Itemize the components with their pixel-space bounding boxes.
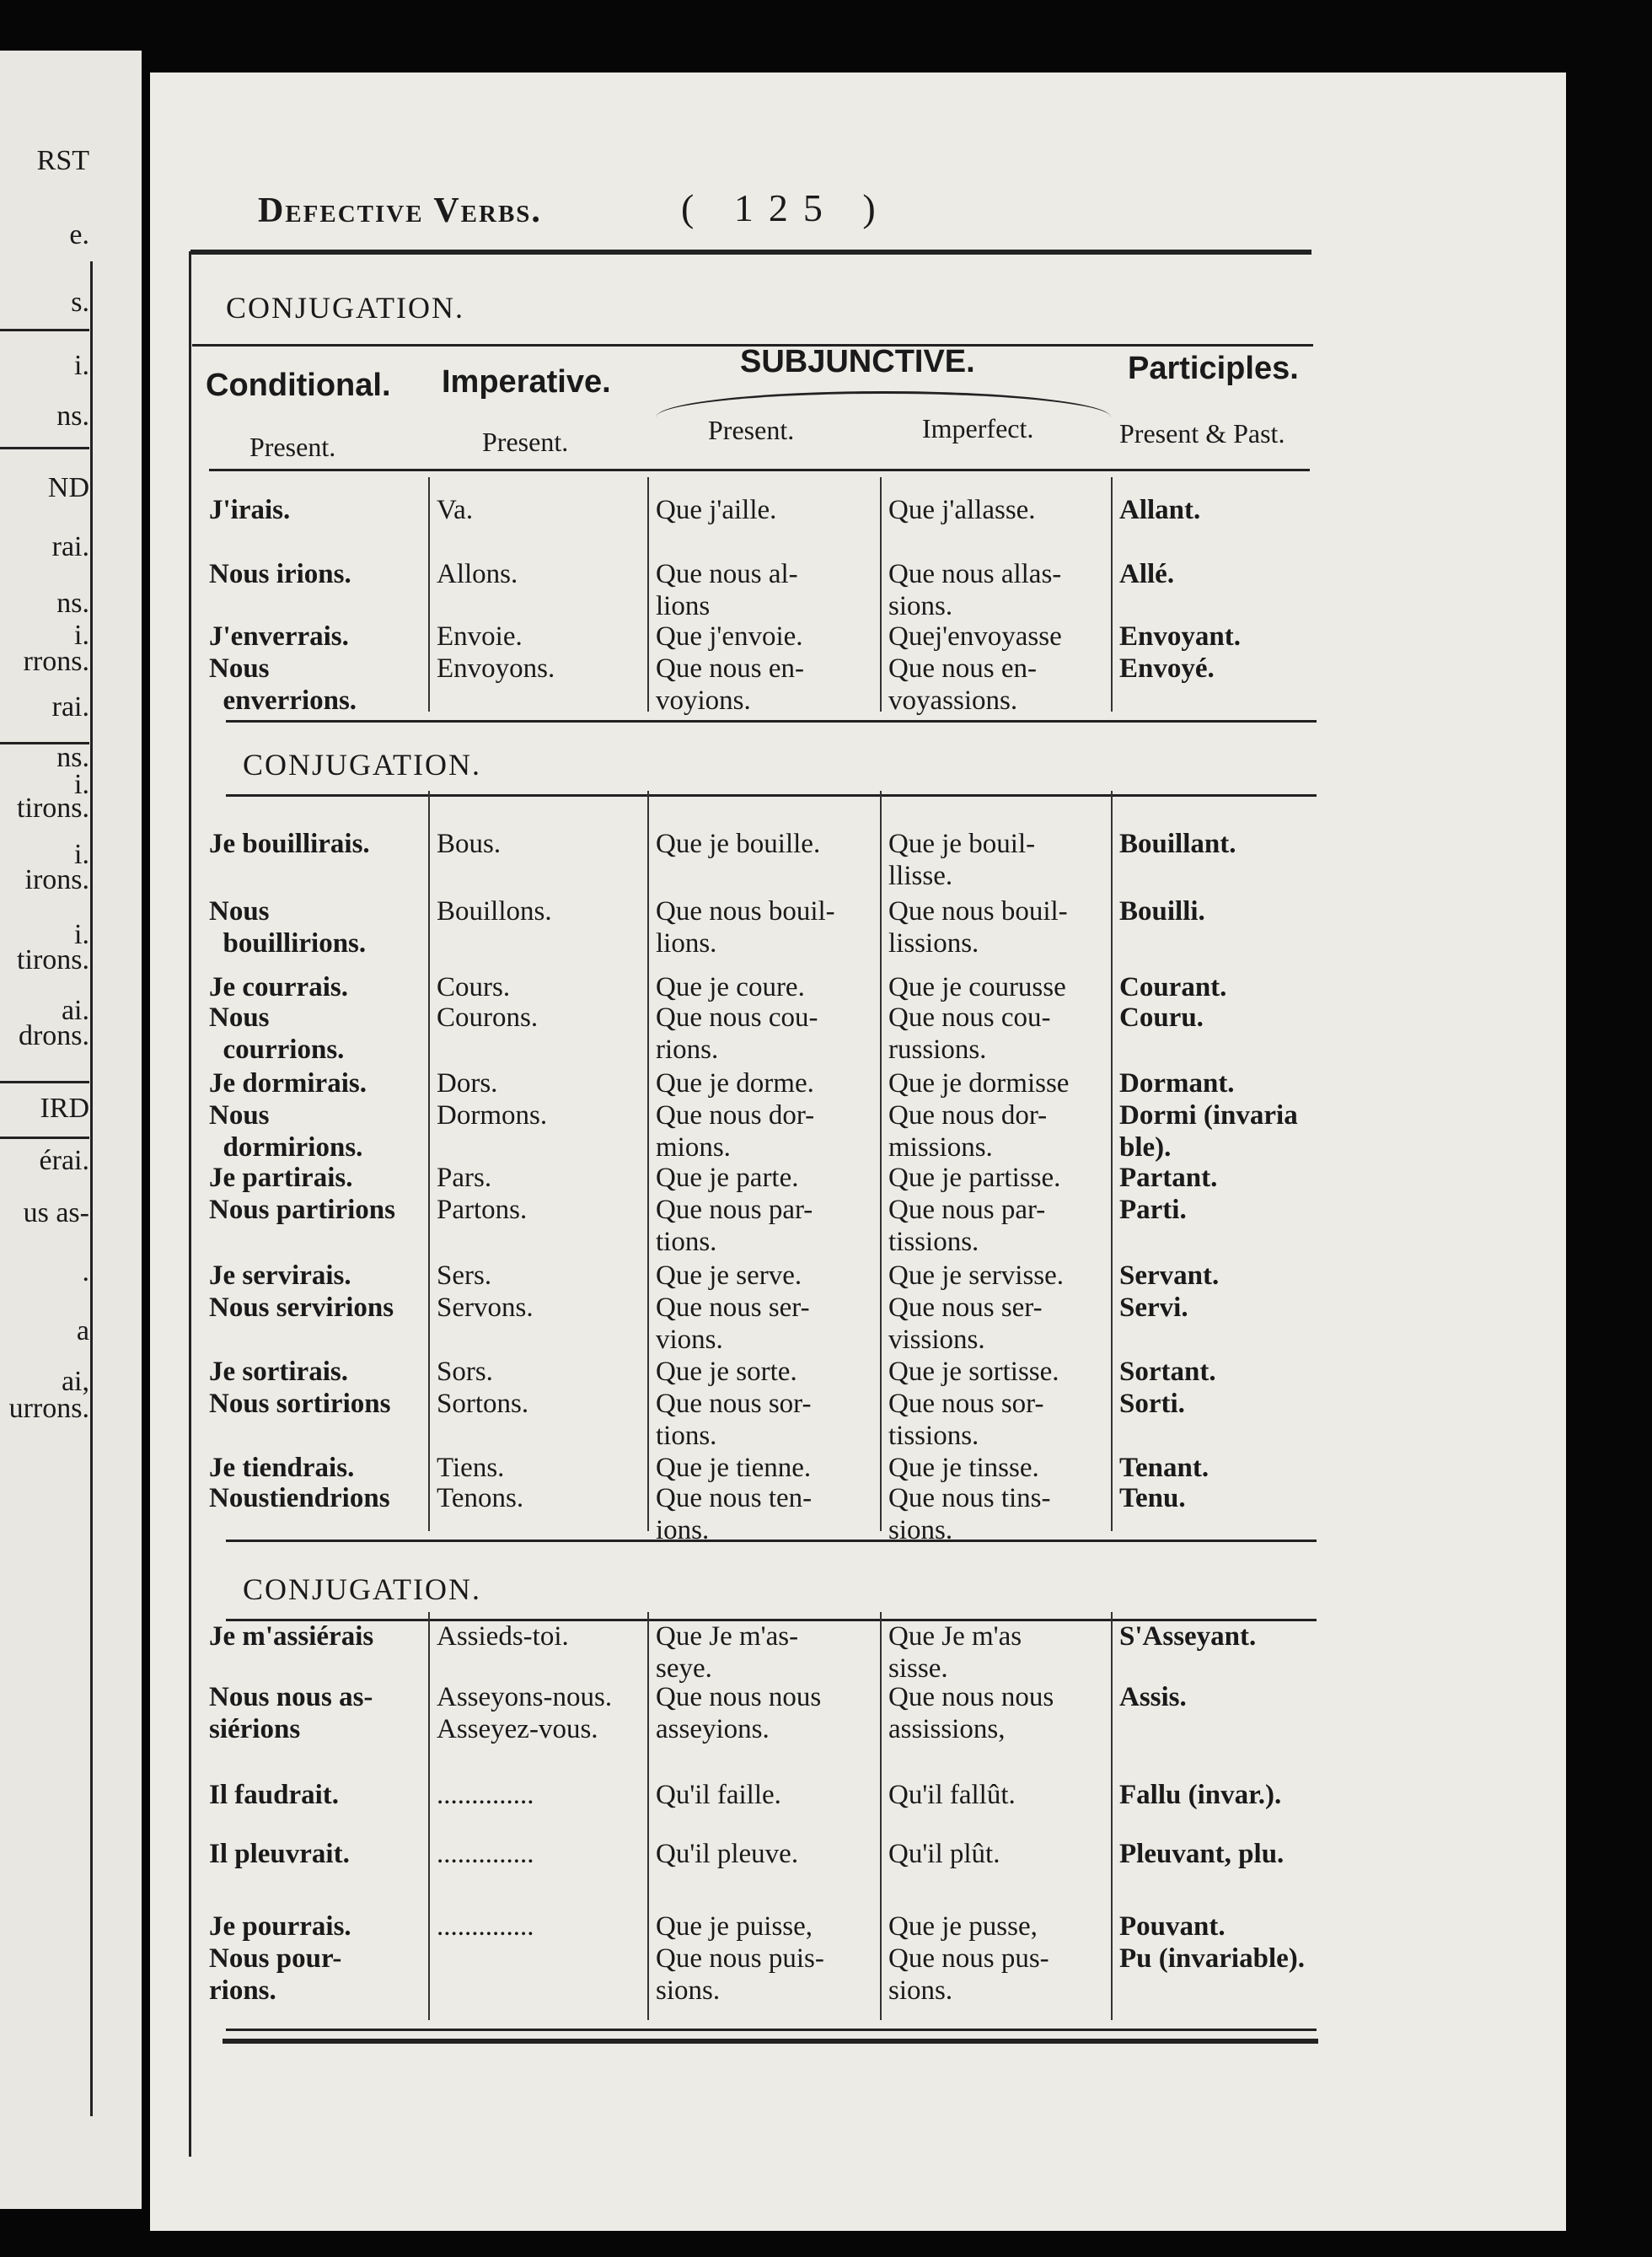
cell-subj-imperfect: Que nous dor- missions. xyxy=(888,1100,1048,1163)
column-divider xyxy=(880,1612,882,2020)
left-page-rule xyxy=(0,1137,89,1139)
cell-imperative: Envoie. xyxy=(437,621,523,652)
left-page-text: ns. xyxy=(56,588,89,619)
cell-participles: Dormi (invaria ble). xyxy=(1119,1100,1298,1163)
cell-subj-present: Que nous en- voyions. xyxy=(656,653,804,716)
cell-subj-imperfect: Que je courusse xyxy=(888,972,1066,1002)
cell-participles: Pleuvant, plu. xyxy=(1119,1839,1285,1869)
left-page-text: i. xyxy=(74,769,89,800)
section-title: CONJUGATION. xyxy=(226,291,464,325)
cell-imperative: Sortons. xyxy=(437,1389,529,1419)
left-page-text: RST xyxy=(36,145,89,176)
cell-conditional: Il pleuvrait. xyxy=(209,1839,350,1869)
cell-conditional: Noustiendrions xyxy=(209,1483,390,1513)
cell-imperative: Courons. xyxy=(437,1002,539,1033)
cell-subj-imperfect: Que nous ser- vissions. xyxy=(888,1292,1043,1355)
cell-subj-present: Que nous par- tions. xyxy=(656,1195,813,1257)
left-page-rule xyxy=(0,329,89,331)
cell-conditional: Je partirais. xyxy=(209,1163,353,1193)
cell-conditional: Je courrais. xyxy=(209,972,348,1002)
cell-subj-present: Que j'envoie. xyxy=(656,621,803,652)
column-divider xyxy=(1111,1612,1113,2020)
left-page-text: ai. xyxy=(61,995,89,1026)
cell-participles: Bouillant. xyxy=(1119,829,1236,859)
left-page-text: urrons. xyxy=(8,1393,89,1424)
cell-imperative: Asseyons-nous. Asseyez-vous. xyxy=(437,1682,613,1744)
col-sub-participles: Present & Past. xyxy=(1119,418,1285,449)
col-header-subjunctive: SUBJUNCTIVE. xyxy=(740,344,975,379)
cell-subj-imperfect: Que je partisse. xyxy=(888,1163,1061,1193)
cell-subj-present: Que nous sor- tions. xyxy=(656,1389,812,1451)
cell-imperative: Bouillons. xyxy=(437,896,552,927)
bottom-rule xyxy=(223,2039,1318,2044)
column-divider xyxy=(428,477,430,712)
left-page-text: ai, xyxy=(61,1366,89,1397)
cell-imperative: Dormons. xyxy=(437,1100,548,1131)
cell-imperative: Partons. xyxy=(437,1195,528,1225)
cell-conditional: Je m'assiérais xyxy=(209,1621,374,1652)
cell-subj-imperfect: Qu'il fallût. xyxy=(888,1780,1016,1810)
cell-imperative: Assieds-toi. xyxy=(437,1621,569,1652)
left-page-fragment xyxy=(0,51,142,2209)
left-page-text: e. xyxy=(69,219,89,250)
left-page-text: i. xyxy=(74,839,89,870)
col-header-participles: Participles. xyxy=(1128,351,1299,386)
cell-subj-present: Que nous al- lions xyxy=(656,559,798,621)
cell-conditional: Je tiendrais. xyxy=(209,1453,355,1483)
cell-participles: Fallu (invar.). xyxy=(1119,1780,1282,1810)
cell-participles: Bouilli. xyxy=(1119,896,1205,927)
cell-subj-imperfect: Que Je m'as sisse. xyxy=(888,1621,1022,1684)
cell-imperative: .............. xyxy=(437,1839,534,1869)
cell-imperative: Sors. xyxy=(437,1357,493,1387)
column-divider xyxy=(647,477,649,712)
cell-subj-imperfect: Que je pusse, Que nous pus- sions. xyxy=(888,1911,1049,2006)
cell-subj-present: Que nous ten- ions. xyxy=(656,1483,813,1545)
col-sub-subj-present: Present. xyxy=(708,415,795,445)
cell-subj-imperfect: Que je bouil- llisse. xyxy=(888,829,1036,891)
cell-participles: Pouvant. Pu (invariable). xyxy=(1119,1911,1305,1974)
left-page-text: rai. xyxy=(51,531,89,562)
cell-subj-imperfect: Que nous tins- sions. xyxy=(888,1483,1051,1545)
cell-subj-imperfect: Que nous allas- sions. xyxy=(888,559,1062,621)
cell-conditional: Je dormirais. xyxy=(209,1068,367,1099)
cell-subj-present: Qu'il faille. xyxy=(656,1780,781,1810)
col-sub-imperative: Present. xyxy=(482,427,569,457)
subjunctive-brace xyxy=(656,391,1111,417)
cell-conditional: Nous irions. xyxy=(209,559,351,589)
left-page-text: rai. xyxy=(51,691,89,723)
left-page-text: tirons. xyxy=(17,793,89,824)
cell-subj-imperfect: Que nous bouil- lissions. xyxy=(888,896,1068,959)
cell-imperative: Tenons. xyxy=(437,1483,524,1513)
cell-conditional: Nous servirions xyxy=(209,1292,394,1323)
left-page-text: . xyxy=(82,1256,89,1287)
left-page-column-rule xyxy=(90,261,93,2116)
cell-subj-present: Que j'aille. xyxy=(656,495,777,525)
cell-conditional: Je servirais. xyxy=(209,1260,351,1291)
cell-participles: Courant. xyxy=(1119,972,1227,1002)
cell-imperative: Pars. xyxy=(437,1163,492,1193)
cell-conditional: Nous enverrions. xyxy=(209,653,357,716)
cell-subj-imperfect: Que nous cou- russions. xyxy=(888,1002,1051,1065)
cell-subj-imperfect: Que je tinsse. xyxy=(888,1453,1039,1483)
cell-subj-present: Qu'il pleuve. xyxy=(656,1839,799,1869)
cell-subj-imperfect: Quej'envoyasse xyxy=(888,621,1062,652)
cell-participles: S'Asseyant. xyxy=(1119,1621,1257,1652)
left-page-text: us as- xyxy=(23,1197,89,1228)
section-end-rule xyxy=(226,2029,1317,2031)
cell-participles: Couru. xyxy=(1119,1002,1204,1033)
column-divider xyxy=(880,791,882,1531)
header-underline xyxy=(209,469,1310,471)
cell-imperative: Servons. xyxy=(437,1292,534,1323)
cell-subj-present: Que je sorte. xyxy=(656,1357,797,1387)
cell-conditional: Nous nous as- siérions xyxy=(209,1682,373,1744)
column-divider xyxy=(428,791,430,1531)
cell-participles: Sortant. xyxy=(1119,1357,1216,1387)
cell-participles: Dormant. xyxy=(1119,1068,1235,1099)
cell-subj-present: Que je puisse, Que nous puis- sions. xyxy=(656,1911,824,2006)
cell-participles: Partant. xyxy=(1119,1163,1218,1193)
top-rule xyxy=(190,250,1311,255)
cell-imperative: .............. xyxy=(437,1780,534,1810)
cell-participles: Tenu. xyxy=(1119,1483,1186,1513)
cell-subj-present: Que nous cou- rions. xyxy=(656,1002,818,1065)
cell-participles: Assis. xyxy=(1119,1682,1187,1712)
left-page-text: s. xyxy=(71,287,89,318)
cell-subj-present: Que nous bouil- lions. xyxy=(656,896,835,959)
cell-participles: Parti. xyxy=(1119,1195,1187,1225)
cell-conditional: Nous partirions xyxy=(209,1195,395,1225)
cell-participles: Servi. xyxy=(1119,1292,1188,1323)
cell-imperative: Dors. xyxy=(437,1068,498,1099)
cell-conditional: J'irais. xyxy=(209,495,291,525)
left-page-rule xyxy=(0,742,89,744)
column-divider xyxy=(647,1612,649,2020)
section-end-rule xyxy=(226,720,1317,723)
cell-subj-imperfect: Que je sortisse. xyxy=(888,1357,1059,1387)
left-page-text: tirons. xyxy=(17,944,89,975)
cell-subj-present: Que nous nous asseyions. xyxy=(656,1682,822,1744)
col-header-conditional: Conditional. xyxy=(206,368,391,403)
left-page-rule xyxy=(0,1081,89,1083)
cell-imperative: .............. xyxy=(437,1911,534,1942)
cell-conditional: Nous sortirions xyxy=(209,1389,391,1419)
cell-participles: Allant. xyxy=(1119,495,1201,525)
cell-participles: Servant. xyxy=(1119,1260,1220,1291)
cell-participles: Tenant. xyxy=(1119,1453,1210,1483)
col-sub-subj-imperfect: Imperfect. xyxy=(922,413,1034,443)
section-end-rule xyxy=(226,1540,1317,1542)
cell-conditional: Je bouillirais. xyxy=(209,829,370,859)
cell-subj-imperfect: Que nous en- voyassions. xyxy=(888,653,1037,716)
cell-subj-present: Que je coure. xyxy=(656,972,805,1002)
cell-participles: Sorti. xyxy=(1119,1389,1185,1419)
cell-conditional: Je pourrais. Nous pour- rions. xyxy=(209,1911,351,2006)
cell-imperative: Envoyons. xyxy=(437,653,555,684)
cell-subj-imperfect: Que je servisse. xyxy=(888,1260,1065,1291)
cell-conditional: Il faudrait. xyxy=(209,1780,340,1810)
column-divider xyxy=(647,791,649,1531)
section-title: CONJUGATION. xyxy=(243,1572,481,1606)
left-page-text: rrons. xyxy=(23,646,89,677)
cell-subj-imperfect: Qu'il plût. xyxy=(888,1839,1000,1869)
left-page-text: drons. xyxy=(18,1020,89,1051)
left-page-rule xyxy=(0,447,89,449)
section-title: CONJUGATION. xyxy=(243,748,481,782)
cell-imperative: Tiens. xyxy=(437,1453,505,1483)
cell-conditional: J'enverrais. xyxy=(209,621,349,652)
column-divider xyxy=(1111,477,1113,712)
running-head: Defective Verbs. xyxy=(258,191,542,230)
left-page-text: a xyxy=(76,1315,89,1346)
cell-conditional: Nous dormirions. xyxy=(209,1100,363,1163)
cell-subj-present: Que je serve. xyxy=(656,1260,802,1291)
cell-subj-present: Que nous ser- vions. xyxy=(656,1292,810,1355)
left-page-text: érai. xyxy=(39,1145,89,1176)
cell-subj-present: Que je dorme. xyxy=(656,1068,814,1099)
cell-imperative: Bous. xyxy=(437,829,502,859)
cell-subj-present: Que je tienne. xyxy=(656,1453,812,1483)
left-page-text: i. xyxy=(74,620,89,651)
left-page-text: i. xyxy=(74,919,89,950)
cell-participles: Envoyant. xyxy=(1119,621,1241,652)
left-page-text: ns. xyxy=(56,742,89,773)
column-divider xyxy=(880,477,882,712)
section-rule xyxy=(226,794,1317,797)
cell-conditional: Nous bouillirions. xyxy=(209,896,367,959)
cell-subj-present: Que je bouille. xyxy=(656,829,821,859)
cell-subj-present: Que nous dor- mions. xyxy=(656,1100,815,1163)
cell-participles: Allé. xyxy=(1119,559,1175,589)
column-divider xyxy=(1111,791,1113,1531)
table-left-border xyxy=(189,251,191,2157)
cell-subj-imperfect: Que j'allasse. xyxy=(888,495,1036,525)
book-page xyxy=(150,73,1566,2231)
cell-subj-present: Que je parte. xyxy=(656,1163,799,1193)
left-page-text: IRD xyxy=(40,1093,89,1124)
cell-subj-imperfect: Que nous nous assissions, xyxy=(888,1682,1054,1744)
left-page-text: irons. xyxy=(24,864,89,895)
cell-participles: Envoyé. xyxy=(1119,653,1215,684)
col-header-imperative: Imperative. xyxy=(442,364,611,400)
column-divider xyxy=(428,1612,430,2020)
page-number: ( 125 ) xyxy=(681,186,891,229)
cell-subj-imperfect: Que je dormisse xyxy=(888,1068,1070,1099)
col-sub-conditional: Present. xyxy=(249,432,336,462)
cell-imperative: Sers. xyxy=(437,1260,492,1291)
left-page-text: i. xyxy=(74,350,89,381)
cell-conditional: Je sortirais. xyxy=(209,1357,348,1387)
cell-subj-imperfect: Que nous sor- tissions. xyxy=(888,1389,1044,1451)
left-page-text: ns. xyxy=(56,400,89,432)
cell-imperative: Va. xyxy=(437,495,474,525)
cell-conditional: Nous courrions. xyxy=(209,1002,345,1065)
left-page-text: ND xyxy=(47,472,89,503)
cell-subj-imperfect: Que nous par- tissions. xyxy=(888,1195,1046,1257)
cell-imperative: Cours. xyxy=(437,972,511,1002)
cell-imperative: Allons. xyxy=(437,559,518,589)
cell-subj-present: Que Je m'as- seye. xyxy=(656,1621,799,1684)
